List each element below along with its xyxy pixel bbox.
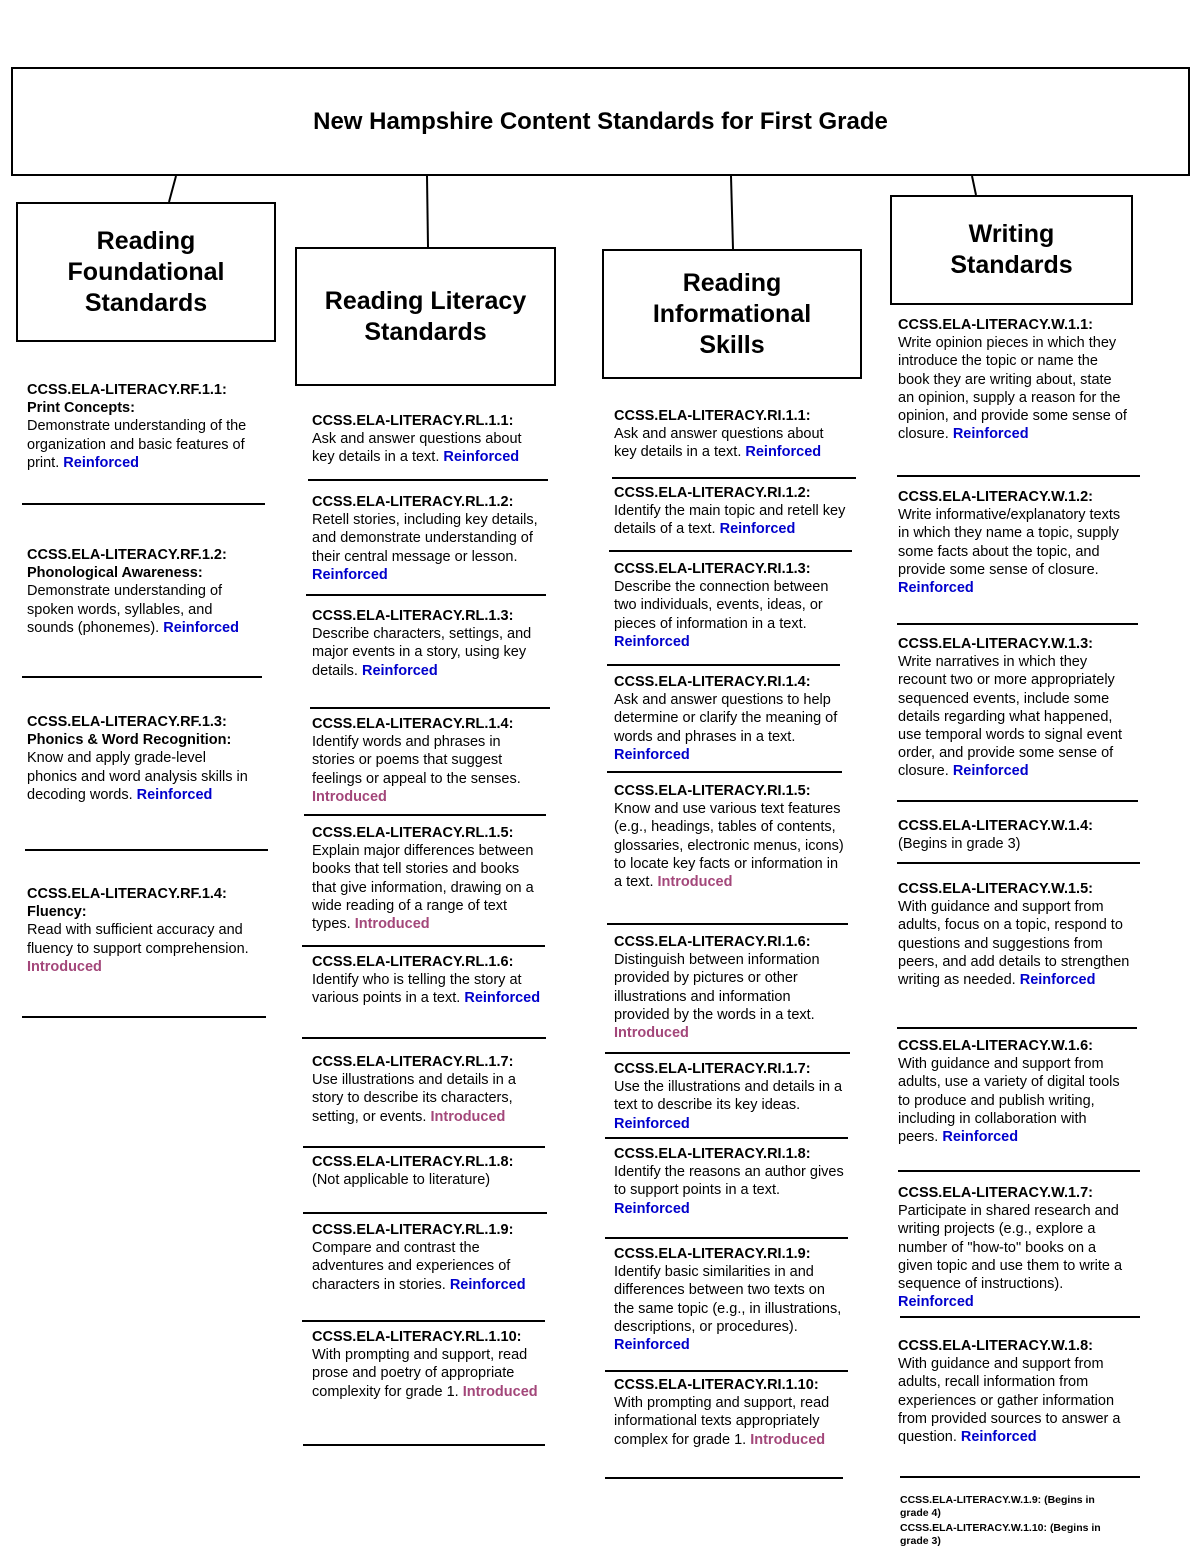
standard-description: Describe the connection between two individuals, events, ideas, or pieces of information in a text. — [614, 579, 829, 632]
standard-description: Describe characters, settings, and major events in a story, using key details. — [312, 626, 532, 679]
header-ri-text — [653, 268, 811, 361]
divider-line — [303, 1146, 545, 1148]
header-reading-foundational — [16, 202, 276, 342]
standard-description: Ask and answer questions to help determine or clarify the meaning of words and phrases in a text. — [614, 692, 838, 745]
standard-code: CCSS.ELA-LITERACY.W.1.2: — [898, 489, 1093, 505]
divider-line — [605, 1137, 848, 1139]
standard-code: CCSS.ELA-LITERACY.RI.1.4: — [614, 674, 811, 690]
standard-entry-rl-4 — [312, 715, 544, 806]
standard-code: CCSS.ELA-LITERACY.RI.1.7: — [614, 1061, 811, 1077]
header-writing — [890, 195, 1133, 305]
divider-line — [607, 923, 848, 925]
divider-line — [303, 1444, 545, 1446]
standard-code: CCSS.ELA-LITERACY.RL.1.10: — [312, 1329, 522, 1345]
standard-description: Identify words and phrases in stories or poems that suggest feelings or appeal to the senses. — [312, 734, 521, 787]
status-badge: Reinforced — [898, 1294, 974, 1311]
divider-line — [898, 1170, 1140, 1172]
standard-code: CCSS.ELA-LITERACY.W.1.7: — [898, 1185, 1093, 1201]
standard-description: Participate in shared research and writing projects (e.g., explore a number of "how-to" books on a given topic and use them to write a sequence of instructions). — [898, 1203, 1123, 1293]
divider-line — [310, 707, 550, 709]
header-reading-informational — [602, 249, 862, 379]
standard-description: Compare and contrast the adventures and experiences of characters in stories. — [312, 1240, 511, 1293]
status-badge: Reinforced — [898, 580, 974, 597]
header-line: Standards — [950, 251, 1073, 279]
divider-line — [897, 862, 1140, 864]
standard-entry-rl-2 — [312, 493, 544, 584]
standard-entry-ri-9 — [614, 1245, 849, 1354]
standard-entry-rf-4 — [27, 885, 252, 976]
header-line: Skills — [699, 330, 765, 359]
header-line: Informational — [652, 299, 812, 328]
status-badge: Reinforced — [745, 444, 822, 461]
status-badge: Reinforced — [960, 1429, 1037, 1446]
status-badge: Introduced — [430, 1108, 506, 1125]
standard-code: CCSS.ELA-LITERACY.RI.1.10: — [614, 1377, 819, 1393]
standard-description: Demonstrate understanding of the organization and basic features of print. — [27, 418, 247, 471]
status-badge: Introduced — [750, 1431, 826, 1448]
standard-entry-ri-3 — [614, 560, 849, 651]
standard-description: With guidance and support from adults, recall information from experiences or gather information from provided sources to answer a question. — [898, 1356, 1121, 1446]
divider-line — [612, 477, 856, 479]
standard-description: (Not applicable to literature) — [312, 1172, 491, 1189]
connector-rf — [169, 176, 176, 202]
standard-description: Identify who is telling the story at various points in a text. — [312, 972, 522, 1007]
status-badge: Reinforced — [614, 1200, 690, 1217]
status-badge: Reinforced — [449, 1276, 526, 1293]
standard-code: CCSS.ELA-LITERACY.RI.1.5: — [614, 783, 811, 799]
standard-description: With prompting and support, read prose and poetry of appropriate complexity for grade 1. — [312, 1347, 528, 1400]
status-badge: Reinforced — [952, 763, 1029, 780]
standard-code: CCSS.ELA-LITERACY.RL.1.1: — [312, 413, 514, 429]
standard-description: Ask and answer questions about key details in a text. — [312, 431, 522, 466]
header-line: Standards — [84, 288, 208, 317]
standard-code: CCSS.ELA-LITERACY.W.1.6: — [898, 1038, 1093, 1054]
status-badge: Reinforced — [614, 1115, 690, 1132]
divider-line — [304, 814, 546, 816]
divider-line — [302, 1037, 546, 1039]
standard-entry-w-6 — [898, 1037, 1130, 1146]
divider-line — [607, 664, 840, 666]
standard-entry-w-3 — [898, 635, 1130, 781]
standard-entry-rf-3 — [27, 713, 252, 804]
standard-entry-ri-10 — [614, 1376, 849, 1449]
standard-code: CCSS.ELA-LITERACY.RF.1.2: — [27, 547, 227, 563]
standard-code: CCSS.ELA-LITERACY.RL.1.9: — [312, 1222, 514, 1238]
divider-line — [605, 1370, 848, 1372]
divider-line — [605, 1237, 848, 1239]
divider-line — [22, 503, 265, 505]
standard-description: Write narratives in which they recount two or more appropriately sequenced events, include some details regarding what happened, use temporal words to signal event order, and provide some sense of closure. — [898, 654, 1123, 780]
header-rl-text — [325, 286, 526, 348]
standard-description: Use the illustrations and details in a text to describe its key ideas. — [614, 1079, 843, 1114]
status-badge: Introduced — [614, 1025, 689, 1042]
standard-entry-w-1 — [898, 316, 1130, 443]
divider-line — [609, 550, 852, 552]
standard-description: Write informative/explanatory texts in which they name a topic, supply some facts about the topic, and provide some sense of closure. — [898, 507, 1121, 578]
status-badge: Reinforced — [361, 662, 438, 679]
standard-description: With prompting and support, read informational texts appropriately complex for grade 1. — [614, 1395, 830, 1448]
standard-description: Write opinion pieces in which they introduce the topic or name the book they are writing about, state an opinion, supply a reason for the opinion, and provide some sense of closure. — [898, 335, 1127, 443]
connector-rl — [427, 176, 428, 247]
standard-entry-w-7 — [898, 1184, 1130, 1311]
standard-description: Demonstrate understanding of spoken words, syllables, and sounds (phonemes). — [27, 583, 223, 636]
standard-code: CCSS.ELA-LITERACY.RL.1.6: — [312, 954, 514, 970]
status-badge: Reinforced — [1019, 972, 1096, 989]
standard-entry-rl-10 — [312, 1328, 544, 1401]
status-badge: Reinforced — [163, 619, 239, 636]
standard-code: CCSS.ELA-LITERACY.RI.1.8: — [614, 1146, 811, 1162]
standard-description: Explain major differences between books that tell stories and books that give information, drawing on a wide reading of a range of text types. — [312, 843, 534, 933]
connector-ri — [731, 176, 733, 249]
standard-code: CCSS.ELA-LITERACY.RI.1.3: — [614, 561, 811, 577]
standard-description: Know and apply grade-level phonics and word analysis skills in decoding words. — [27, 750, 248, 803]
standard-entry-ri-1 — [614, 407, 849, 462]
standard-entry-ri-2 — [614, 484, 849, 539]
standard-entry-rl-8 — [312, 1153, 544, 1189]
standard-code: CCSS.ELA-LITERACY.RI.1.2: — [614, 485, 811, 501]
standard-description: Read with sufficient accuracy and fluency to support comprehension. — [27, 922, 249, 957]
standard-code: CCSS.ELA-LITERACY.W.1.3: — [898, 636, 1093, 652]
standard-entry-ri-6 — [614, 933, 849, 1042]
standard-code: CCSS.ELA-LITERACY.RI.1.6: — [614, 934, 811, 950]
standard-entry-rl-3 — [312, 607, 544, 680]
standard-code: CCSS.ELA-LITERACY.W.1.5: — [898, 881, 1093, 897]
standard-code: CCSS.ELA-LITERACY.RF.1.1: — [27, 382, 227, 398]
standard-description: Know and use various text features (e.g., headings, tables of contents, glossaries, electronic menus, icons) to locate key facts or information in a text. — [614, 801, 844, 891]
standard-entry-rl-1 — [312, 412, 544, 467]
divider-line — [900, 1316, 1140, 1318]
standard-code: CCSS.ELA-LITERACY.RI.1.9: — [614, 1246, 811, 1262]
standard-description: Identify basic similarities in and differences between two texts on the same topic (e.g., in illustrations, descriptions, or procedures). — [614, 1264, 842, 1335]
header-line: Reading Literacy — [324, 286, 527, 315]
standard-entry-ri-5 — [614, 782, 849, 891]
footnote-w-1-9: CCSS.ELA-LITERACY.W.1.9: (Begins in grade 4) — [900, 1494, 1095, 1519]
divider-line — [22, 676, 262, 678]
status-badge: Introduced — [354, 916, 430, 933]
standard-code: CCSS.ELA-LITERACY.W.1.4: — [898, 818, 1093, 834]
standard-entry-rf-1 — [27, 381, 252, 472]
status-badge: Introduced — [462, 1383, 538, 1400]
standard-code: CCSS.ELA-LITERACY.RL.1.5: — [312, 825, 514, 841]
standard-entry-w-4 — [898, 817, 1130, 853]
divider-line — [303, 1212, 547, 1214]
standard-entry-rl-9 — [312, 1221, 544, 1294]
divider-line — [605, 1477, 843, 1479]
divider-line — [302, 1320, 545, 1322]
divider-line — [897, 623, 1138, 625]
header-line: Standards — [364, 317, 487, 346]
connector-w — [972, 176, 976, 195]
standard-entry-rl-7 — [312, 1053, 544, 1126]
standard-entry-w-8 — [898, 1337, 1130, 1446]
standard-code: CCSS.ELA-LITERACY.RF.1.3: — [27, 714, 227, 730]
status-badge: Reinforced — [63, 454, 140, 471]
standard-code: CCSS.ELA-LITERACY.W.1.8: — [898, 1338, 1093, 1354]
standard-description: Ask and answer questions about key details in a text. — [614, 426, 824, 461]
standard-code: CCSS.ELA-LITERACY.RI.1.1: — [614, 408, 811, 424]
standard-code: CCSS.ELA-LITERACY.RL.1.3: — [312, 608, 514, 624]
standard-entry-rf-2 — [27, 546, 252, 637]
standard-subtitle: Print Concepts: — [27, 400, 135, 417]
standard-subtitle: Phonics & Word Recognition: — [27, 732, 232, 749]
standard-entry-ri-4 — [614, 673, 849, 764]
standard-description: Distinguish between information provided by pictures or other illustrations and information provided by the words in a text. — [614, 952, 820, 1023]
status-badge: Reinforced — [136, 786, 213, 803]
footnote-w-1-10: CCSS.ELA-LITERACY.W.1.10: (Begins in grade 3) — [900, 1522, 1101, 1547]
standard-description: With guidance and support from adults, use a variety of digital tools to produce and publish writing, including in collaboration with peers. — [898, 1056, 1120, 1146]
status-badge: Reinforced — [614, 1337, 690, 1354]
divider-line — [897, 1027, 1137, 1029]
divider-line — [306, 594, 546, 596]
standard-code: CCSS.ELA-LITERACY.RL.1.7: — [312, 1054, 514, 1070]
standard-code: CCSS.ELA-LITERACY.RF.1.4: — [27, 886, 227, 902]
header-line: Reading — [682, 268, 782, 297]
header-reading-literacy — [295, 247, 556, 386]
standard-description: Identify the reasons an author gives to support points in a text. — [614, 1164, 844, 1199]
standard-description: Retell stories, including key details, and demonstrate understanding of their central message or lesson. — [312, 512, 538, 565]
divider-line — [897, 800, 1138, 802]
standard-code: CCSS.ELA-LITERACY.RL.1.4: — [312, 716, 514, 732]
header-rf-text — [68, 226, 225, 319]
header-line: Reading — [96, 226, 196, 255]
standard-code: CCSS.ELA-LITERACY.RL.1.8: — [312, 1154, 514, 1170]
divider-line — [897, 475, 1140, 477]
standard-entry-ri-8 — [614, 1145, 849, 1218]
divider-line — [605, 1052, 850, 1054]
standard-description: Use illustrations and details in a story to describe its characters, setting, or events. — [312, 1072, 516, 1125]
page-title: New Hampshire Content Standards for First Grade — [11, 67, 1190, 176]
divider-line — [22, 1016, 266, 1018]
standard-entry-rl-6 — [312, 953, 544, 1008]
status-badge: Reinforced — [443, 449, 520, 466]
divider-line — [302, 945, 545, 947]
standard-entry-ri-7 — [614, 1060, 849, 1133]
status-badge: Reinforced — [952, 426, 1029, 443]
status-badge: Reinforced — [719, 521, 796, 538]
standard-description: (Begins in grade 3) — [898, 836, 1021, 853]
divider-line — [25, 849, 268, 851]
standard-subtitle: Fluency: — [27, 904, 87, 921]
standard-description: Identify the main topic and retell key details of a text. — [614, 503, 846, 538]
divider-line — [900, 1476, 1140, 1478]
standard-code: CCSS.ELA-LITERACY.RL.1.2: — [312, 494, 514, 510]
header-line: Writing — [968, 220, 1055, 248]
status-badge: Introduced — [657, 874, 733, 891]
standard-entry-w-5 — [898, 880, 1130, 989]
standard-entry-w-2 — [898, 488, 1130, 597]
standard-description: With guidance and support from adults, focus on a topic, respond to questions and suggestions from peers, and add details to strengthen writing as needed. — [898, 899, 1130, 989]
status-badge: Reinforced — [942, 1129, 1019, 1146]
status-badge: Introduced — [27, 958, 102, 975]
divider-line — [607, 771, 842, 773]
header-line: Foundational — [67, 257, 225, 286]
divider-line — [308, 479, 548, 481]
status-badge: Reinforced — [614, 633, 690, 650]
status-badge: Introduced — [312, 788, 387, 805]
status-badge: Reinforced — [614, 746, 690, 763]
standard-entry-rl-5 — [312, 824, 544, 933]
status-badge: Reinforced — [464, 990, 541, 1007]
standard-subtitle: Phonological Awareness: — [27, 565, 203, 582]
status-badge: Reinforced — [312, 566, 388, 583]
header-w-text — [950, 219, 1072, 281]
standard-code: CCSS.ELA-LITERACY.W.1.1: — [898, 317, 1093, 333]
